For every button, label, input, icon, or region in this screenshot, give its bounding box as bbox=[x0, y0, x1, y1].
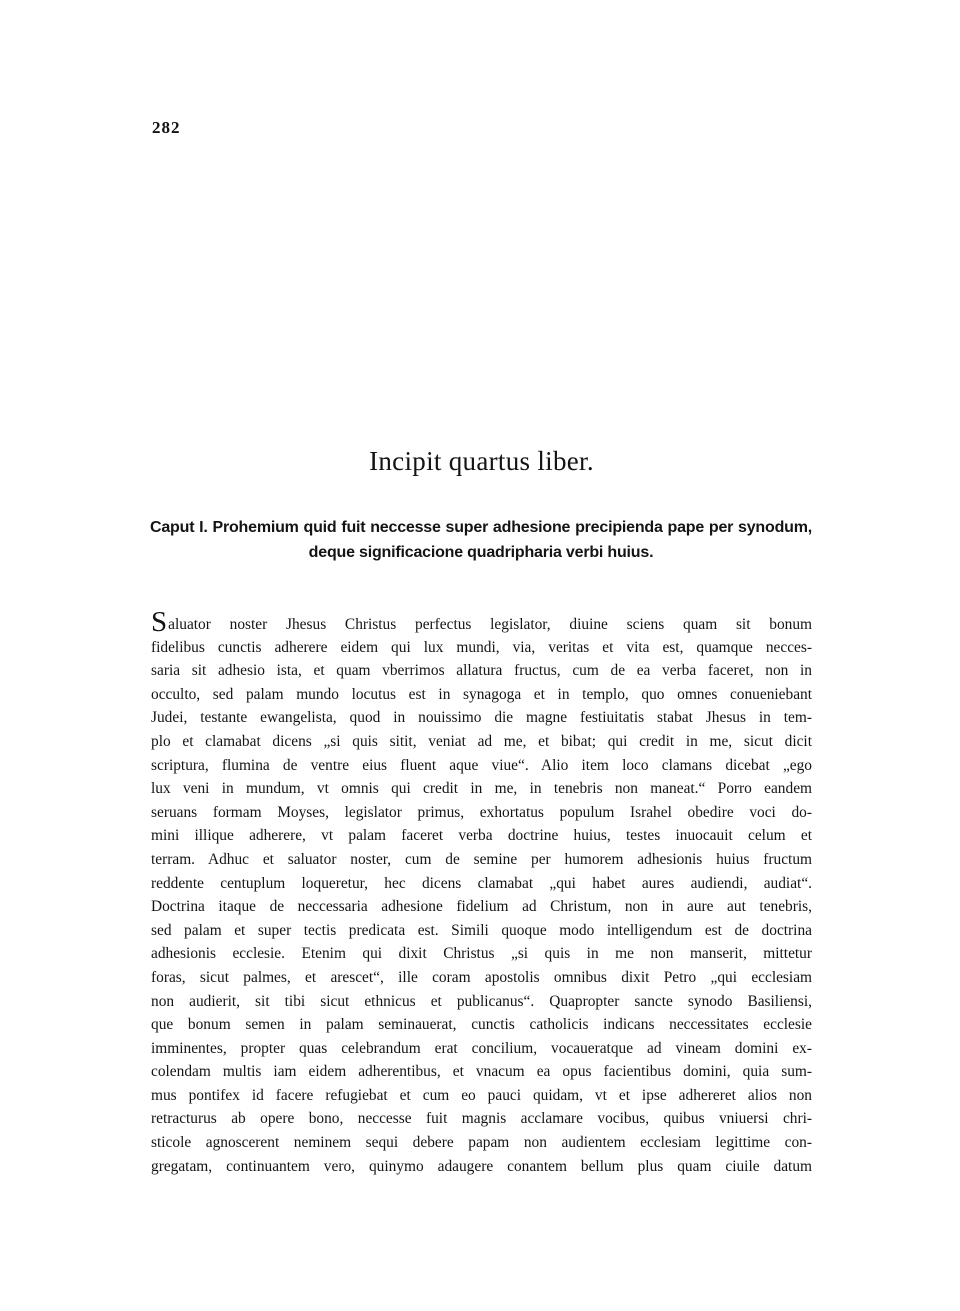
text-line: que bonum semen in palam seminauerat, cunctis catholicis indicans neccessitates ecclesie bbox=[151, 1016, 812, 1034]
text-line-content: aluator noster Jhesus Christus perfectus legislator, diuine sciens quam sit bonum bbox=[168, 616, 812, 633]
chapter-heading bbox=[150, 515, 812, 565]
text-line: mus pontifex id facere refugiebat et cum eo pauci quidam, vt et ipse adhereret alios non bbox=[151, 1086, 812, 1104]
text-line: reddente centuplum loqueretur, hec dicens clamabat „qui habet aures audiendi, audiat“. bbox=[151, 874, 812, 892]
text-line: Doctrina itaque de neccessaria adhesione fidelium ad Christum, non in aure aut tenebris, bbox=[151, 898, 812, 916]
text-line: sed palam et super tectis predicata est. Simili quoque modo intelligendum est de doctrina bbox=[151, 921, 812, 939]
text-line: lux veni in mundum, vt omnis qui credit in me, in tenebris non maneat.“ Porro eandem bbox=[151, 780, 812, 798]
text-line: colendam multis iam eidem adherentibus, et vnacum ea opus facientibus domini, quia sum- bbox=[151, 1063, 812, 1081]
text-line: plo et clamabat dicens „si quis sitit, veniat ad me, et bibat; qui credit in me, sicut dicit bbox=[151, 732, 812, 750]
text-line: scriptura, flumina de ventre eius fluent aque viue“. Alio item loco clamans dicebat „ego bbox=[151, 756, 812, 774]
text-line: occulto, sed palam mundo locutus est in synagoga et in templo, quo omnes conueniebant bbox=[151, 685, 812, 703]
book-heading: Incipit quartus liber. bbox=[369, 446, 594, 476]
dropcap: S bbox=[151, 612, 168, 636]
text-line: sticole agnoscerent neminem sequi debere papam non audientem ecclesiam legittime con- bbox=[151, 1134, 812, 1152]
body-text bbox=[151, 612, 812, 1178]
text-line: foras, sicut palmes, et arescet“, ille coram apostolis omnibus dixit Petro „qui ecclesiam bbox=[151, 968, 812, 986]
text-line: mini illique adherere, vt palam faceret verba doctrine huius, testes inuocauit celum et bbox=[151, 827, 812, 845]
page-number: 282 bbox=[152, 118, 181, 137]
text-line bbox=[151, 612, 812, 636]
chapter-heading-line: Caput I. Prohemium quid fuit neccesse super adhesione precipienda pape per synodum, bbox=[150, 519, 812, 536]
text-line: terram. Adhuc et saluator noster, cum de semine per humorem adhesionis huius fructum bbox=[151, 850, 812, 868]
text-line: seruans formam Moyses, legislator primus, exhortatus populum Israhel obedire voci do- bbox=[151, 803, 812, 821]
text-line: retracturus ab opere bono, neccesse fuit magnis acclamare vocibus, quibus vniuersi chri- bbox=[151, 1110, 812, 1128]
text-line: imminentes, propter quas celebrandum erat concilium, vocaueratque ad vineam domini ex- bbox=[151, 1039, 812, 1057]
chapter-heading-line: deque significacione quadripharia verbi huius. bbox=[308, 544, 654, 561]
text-line: saria sit adhesio ista, et quam vberrimos allatura fructus, cum de ea verba faceret, non in bbox=[151, 662, 812, 680]
text-line: Judei, testante ewangelista, quod in nouissimo die magne festiuitatis stabat Jhesus in tem- bbox=[151, 709, 812, 727]
text-line: fidelibus cunctis adherere eidem qui lux mundi, via, veritas et vita est, quamque necces- bbox=[151, 638, 812, 656]
text-line: adhesionis ecclesie. Etenim qui dixit Christus „si quis in me non manserit, mittetur bbox=[151, 945, 812, 963]
text-line: non audierit, sit tibi sicut ethnicus et publicanus“. Quapropter sancte synodo Basiliensi, bbox=[151, 992, 812, 1010]
text-line: gregatam, continuantem vero, quinymo adaugere conantem bellum plus quam ciuile datum bbox=[151, 1157, 812, 1175]
